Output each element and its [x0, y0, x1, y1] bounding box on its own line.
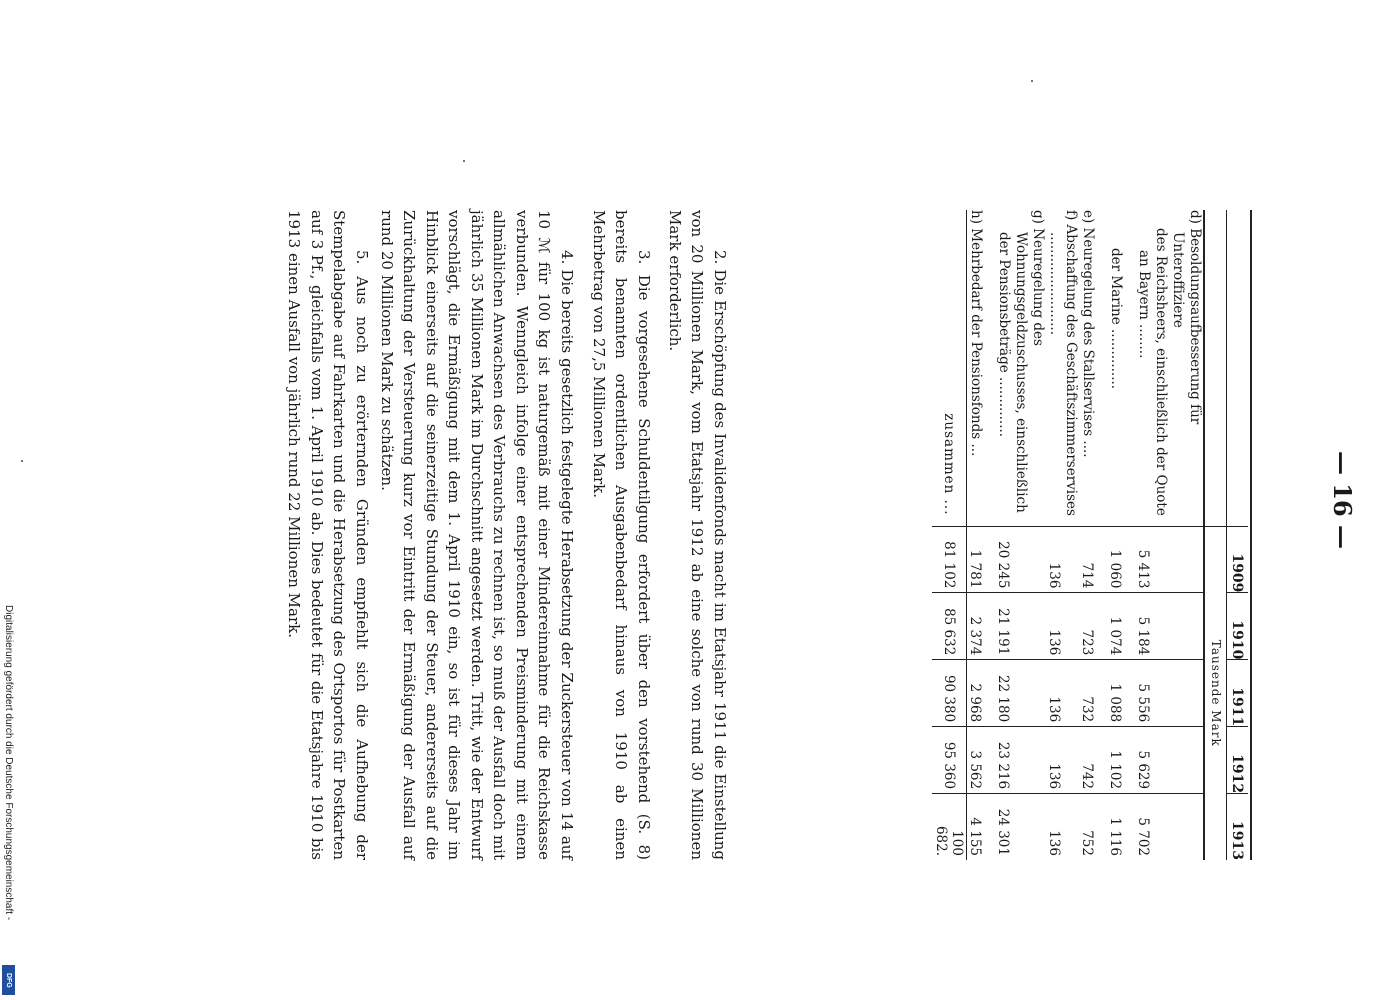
cell: 23 216	[995, 727, 1046, 794]
cell: 752	[1080, 794, 1108, 860]
paragraph-text: Die Erschöpfung des Invalidenfonds macht im Etatsjahr 1911 die Einstellung von 20 Millionen Mark, vom Etatsjahr 1912 ab eine solche von rund 30 Millionen Mark erforderlich.	[666, 210, 729, 860]
year-header: 1913	[1227, 794, 1249, 860]
cell: 136	[1046, 593, 1080, 660]
paragraph-3	[588, 210, 656, 860]
cell: 5 629	[1136, 727, 1170, 794]
page-number: — 16 —	[1328, 450, 1357, 550]
cell: 1 074	[1108, 593, 1136, 660]
table-top-rule	[1250, 210, 1252, 860]
paragraph-4	[376, 210, 579, 860]
total-cell: 81 102	[932, 526, 967, 593]
cell: 20 245	[995, 526, 1046, 593]
cell: 24 301	[995, 794, 1046, 860]
paragraph-text: Aus noch zu erörternden Gründen empfiehlt sich die Aufhebung der Stempelabgabe auf Fahrkarten und die Herabsetzung des Ortsportos für Postkarten auf 3 Pf., gleichfalls vom 1. April 1910 ab. Dies bedeutet für die Etatsjahre 1910 bis 1913 einen Ausfall von jährlich rund 22 Millionen Mark.	[285, 210, 371, 860]
paragraph-5	[283, 210, 373, 860]
table-row	[1046, 210, 1080, 860]
total-cell: 100 682.	[932, 794, 967, 860]
year-header: 1910	[1227, 593, 1249, 660]
cell: 2 374	[967, 593, 996, 660]
paragraph-number: 4.	[558, 250, 576, 265]
cell: 742	[1080, 727, 1108, 794]
cell: 1 116	[1108, 794, 1136, 860]
paragraph-text: Die bereits gesetzlich festgelegte Herabsetzung der Zuckersteuer von 14 auf 10 ℳ für 100 kg ist naturgemäß mit einer Mindereinnahme für die Reichskasse verbunden. Wenngleich infolge einer entsprechenden Preisminderung mit einem allmählichen Anwachsen des Verbrauchs zu rechnen ist, so muß der Ausfall doch mit jährlich 35 Millionen Mark im Durchschnitt angesetzt werden. Tritt, wie der Entwurf vorschlägt, die Ermäßigung mit dem 1. April 1910 ein, so ist für dieses Jahr im Hinblick einerseits auf die seinerzeitige Stundung der Steuer, andererseits auf die Zurückhaltung der Versteuerung kurz vor Eintritt der Ermäßigung der Ausfall auf rund 20 Millionen Mark zu schätzen.	[378, 210, 576, 860]
cell: 723	[1080, 593, 1108, 660]
cell: 136	[1046, 727, 1080, 794]
cell: 5 413	[1136, 526, 1170, 593]
cell: 3 562	[967, 727, 996, 794]
total-row	[932, 210, 967, 860]
digitization-credit	[0, 0, 20, 1000]
print-speck	[1031, 80, 1033, 82]
total-cell: 90 380	[932, 660, 967, 727]
cell: 136	[1046, 794, 1080, 860]
total-cell: 95 360	[932, 727, 967, 794]
cell: 5 702	[1136, 794, 1170, 860]
cell	[1169, 593, 1204, 660]
paragraph-number: 2.	[711, 250, 729, 265]
paragraph-2	[664, 210, 732, 860]
paragraph-text: Die vorgesehene Schuldentilgung erfordert über den vorstehend (S. 8) bereits benannten ordentlichen Ausgabenbedarf hinaus von 1910 ab einen Mehrbetrag von 27,5 Millionen Mark.	[590, 210, 653, 860]
row-label: g) Neuregelung des Wohnungsgeldzuschusses, einschließlich der Pensionsbeträge ..............	[996, 210, 1046, 513]
table-header-row	[1227, 210, 1249, 860]
table-row	[1169, 210, 1204, 860]
cell: 136	[1046, 660, 1080, 727]
print-speck	[463, 160, 465, 162]
table-row	[995, 210, 1046, 860]
cell	[1169, 794, 1204, 860]
row-label: h) Mehrbedarf der Pensionsfonds ...	[968, 210, 984, 457]
cell: 136	[1046, 526, 1080, 593]
cell: 5 556	[1136, 660, 1170, 727]
row-label: f) Abschaffung des Geschäftszimmerservises ........................	[1046, 210, 1080, 516]
cell: 1 060	[1108, 526, 1136, 593]
print-speck	[21, 460, 23, 462]
cell: 4 155	[967, 794, 996, 860]
year-header: 1912	[1227, 727, 1249, 794]
cell	[1169, 526, 1204, 593]
cell: 732	[1080, 660, 1108, 727]
total-cell: 85 632	[932, 593, 967, 660]
cell: 5 184	[1136, 593, 1170, 660]
credit-text: Digitalisierung gefördert durch die Deutsche Forschungsgemeinschaft -	[3, 605, 14, 921]
unit-row	[1204, 210, 1227, 860]
row-label: der Marine ..............	[1108, 248, 1125, 390]
row-label: d) Besoldungsaufbesserung für Unteroffiziere	[1170, 210, 1203, 425]
cell: 1 088	[1108, 660, 1136, 727]
cell: 714	[1080, 526, 1108, 593]
year-header: 1911	[1227, 660, 1249, 727]
paragraph-number: 5.	[353, 250, 371, 265]
cell: 1 102	[1108, 727, 1136, 794]
cell	[1169, 727, 1204, 794]
cell: 22 180	[995, 660, 1046, 727]
table-row	[1136, 210, 1170, 860]
cell: 21 191	[995, 593, 1046, 660]
budget-table	[932, 210, 1248, 860]
table-row	[1108, 210, 1136, 860]
table-row	[967, 210, 996, 860]
dfg-logo: DFG	[2, 965, 15, 995]
unit-label: Tausende Mark	[1204, 526, 1227, 860]
row-label: e) Neuregelung des Stallservises ....	[1080, 210, 1097, 458]
table-row	[1080, 210, 1108, 860]
cell	[1169, 660, 1204, 727]
year-header: 1909	[1227, 526, 1249, 593]
total-label: zusammen ...	[932, 210, 967, 526]
paragraph-number: 3.	[635, 250, 653, 265]
row-label: des Reichsheers, einschließlich der Quote an Bayern ........	[1136, 228, 1170, 516]
cell: 2 968	[967, 660, 996, 727]
cell: 1 781	[967, 526, 996, 593]
